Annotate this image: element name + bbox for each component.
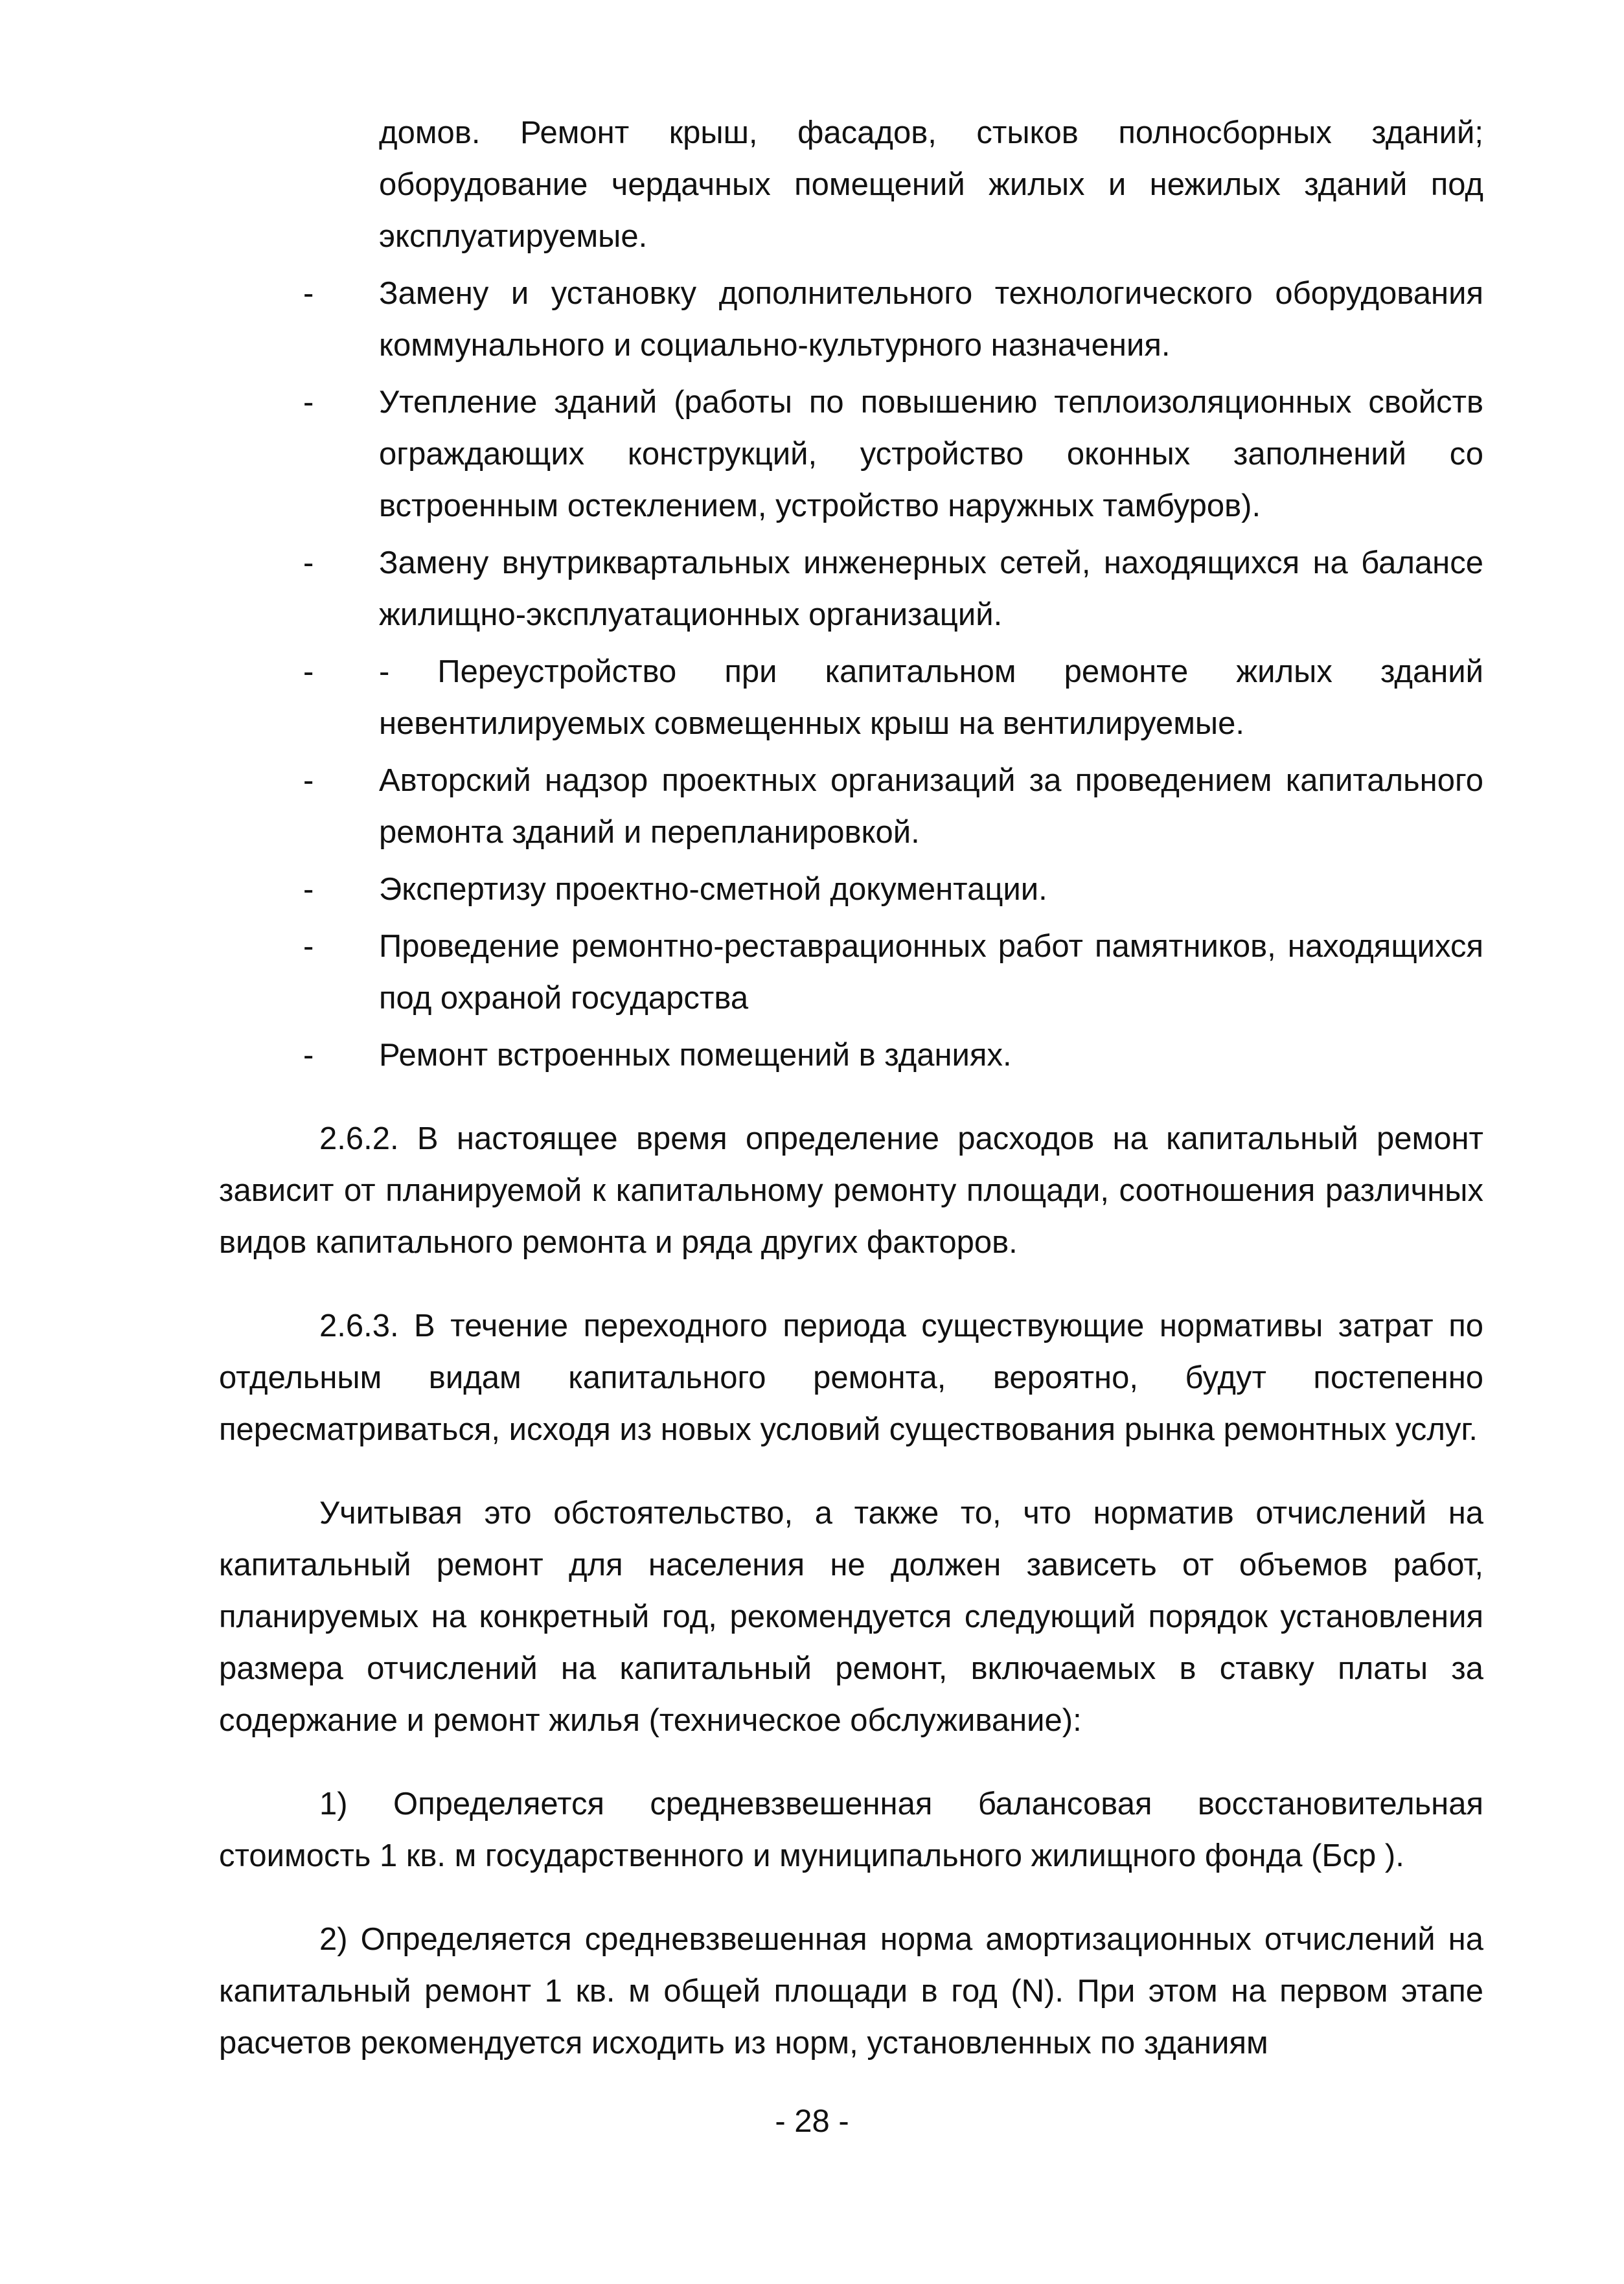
- bullet-dash: -: [303, 929, 314, 964]
- paragraph-2-6-3: 2.6.3. В течение переходного периода существующие нормативы затрат по отдельным видам капитального ремонта, вероятно, будут постепенно пересматриваться, исходя из новых условий существования рынка ремонтных услуг.: [219, 1308, 1483, 1447]
- bullet-dash: -: [303, 763, 314, 798]
- bullet-dash: -: [303, 654, 314, 689]
- paragraph-circumstances: Учитывая это обстоятельство, а также то, что норматив отчислений на капитальный ремонт для населения не должен зависеть от объемов работ, планируемых на конкретный год, рекомендуется следующий порядок установления размера отчислений на капитальный ремонт, включаемых в ставку платы за содержание и ремонт жилья (техническое обслуживание):: [219, 1496, 1483, 1738]
- bullet-text: Экспертизу проектно-сметной документации.: [379, 872, 1047, 907]
- bullet-dash: -: [303, 1038, 314, 1073]
- bullet-text: Ремонт встроенных помещений в зданиях.: [379, 1038, 1012, 1073]
- bullet-item: [219, 863, 1483, 915]
- paragraph-step-1: 1) Определяется средневзвешенная балансовая восстановительная стоимость 1 кв. м государственного и муниципального жилищного фонда (Бср ).: [219, 1787, 1483, 1873]
- paragraph-2-6-2: 2.6.2. В настоящее время определение расходов на капитальный ремонт зависит от планируемой к капитальному ремонту площади, соотношения различных видов капитального ремонта и ряда других факторов.: [219, 1121, 1483, 1260]
- bullet-dash: -: [303, 276, 314, 311]
- bullet-dash: -: [303, 872, 314, 907]
- bullet-item: [219, 920, 1483, 1024]
- bullet-dash: -: [303, 385, 314, 420]
- continuation-text: домов. Ремонт крыш, фасадов, стыков полносборных зданий; оборудование чердачных помещений жилых и нежилых зданий под эксплуатируемые.: [379, 115, 1483, 254]
- bullet-item: [219, 755, 1483, 858]
- bullet-text: Утепление зданий (работы по повышению теплоизоляционных свойств ограждающих конструкций, устройство оконных заполнений со встроенным остеклением, устройство наружных тамбуров).: [379, 385, 1483, 523]
- page-number: - 28 -: [775, 2104, 849, 2139]
- bullet-text: - Переустройство при капитальном ремонте жилых зданий невентилируемых совмещенных крыш на вентилируемые.: [379, 654, 1483, 741]
- page-content: [219, 107, 1483, 2079]
- bullet-text: Проведение ремонтно-реставрационных работ памятников, находящихся под охраной государства: [379, 929, 1483, 1016]
- bullet-dash: -: [303, 545, 314, 580]
- bullet-text: Авторский надзор проектных организаций за проведением капитального ремонта зданий и перепланировкой.: [379, 763, 1483, 850]
- bullet-item: [219, 268, 1483, 371]
- bullet-item: [219, 1029, 1483, 1081]
- bullet-item: [219, 646, 1483, 749]
- bullet-item: [219, 537, 1483, 641]
- bullet-text: Замену внутриквартальных инженерных сетей, находящихся на балансе жилищно-эксплуатационных организаций.: [379, 545, 1483, 632]
- bullet-item: [219, 376, 1483, 532]
- paragraph-step-2: 2) Определяется средневзвешенная норма амортизационных отчислений на капитальный ремонт 1 кв. м общей площади в год (N). При этом на первом этапе расчетов рекомендуется исходить из норм, установленных по зданиям: [219, 1922, 1483, 2061]
- bullet-text: Замену и установку дополнительного технологического оборудования коммунального и социально-культурного назначения.: [379, 276, 1483, 363]
